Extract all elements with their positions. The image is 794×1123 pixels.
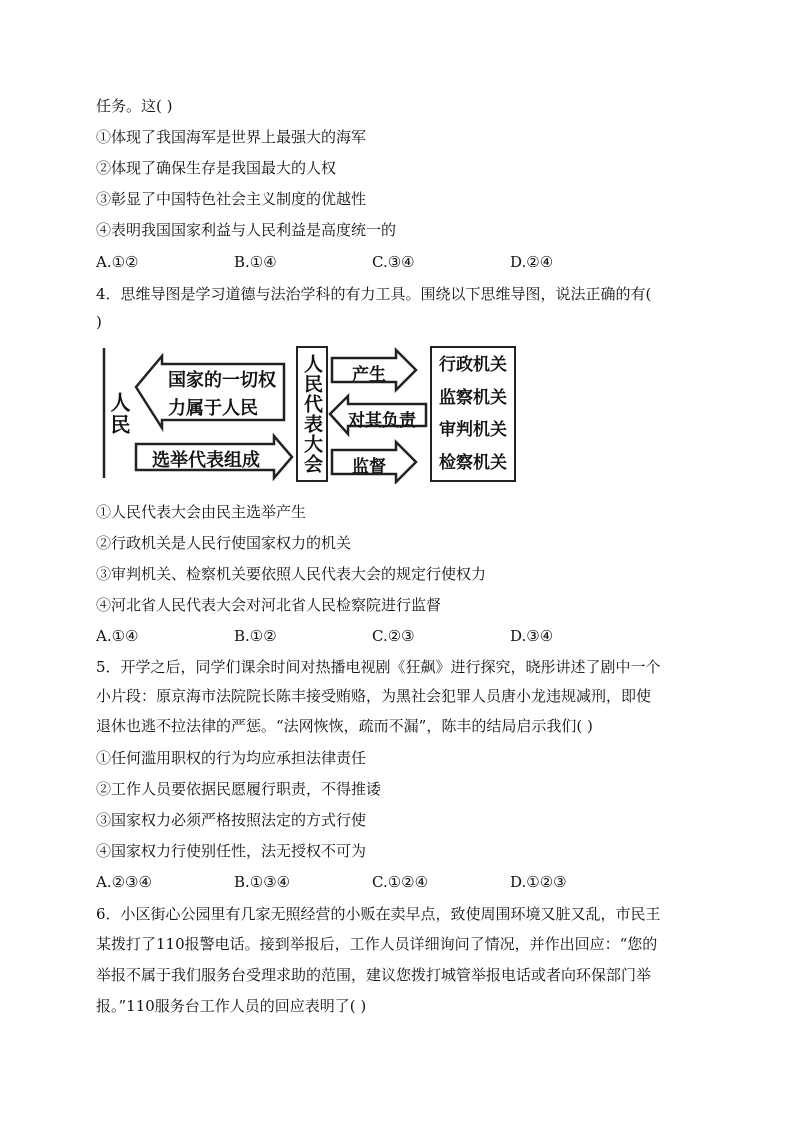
q3-stem-tail: 任务。这( ) (96, 97, 173, 115)
q4-item-3: ③审判机关、检察机关要依照人民代表大会的规定行使权力 (96, 565, 487, 583)
q5-stem-line-3: 退休也逃不拉法律的严惩。“法网恢恢，疏而不漏”，陈丰的结局启示我们( ) (96, 717, 593, 735)
people-label (106, 354, 132, 474)
q4-option-a: A.①④ (96, 627, 139, 645)
q3-option-b: B.①④ (234, 253, 277, 271)
organ-executive: 行政机关 (439, 355, 507, 375)
q5-stem-line-1: 5．开学之后，同学们课余时间对热播电视剧《狂飙》进行探究，晓彤讲述了剧中一个 (96, 658, 661, 676)
q5-item-2: ②工作人员要依据民愿履行职责，不得推诿 (96, 780, 382, 798)
organs-box (430, 346, 516, 482)
q3-item-3: ③彰显了中国特色社会主义制度的优越性 (96, 190, 367, 208)
people-text: 人民 (107, 392, 131, 436)
q5-stem-line-2: 小片段：原京海市法院院长陈丰接受贿赂，为黑社会犯罪人员唐小龙违规减刑，即使 (96, 687, 652, 705)
q3-option-c: C.③④ (372, 253, 415, 271)
q3-option-d: D.②④ (510, 253, 554, 271)
q4-option-c: C.②③ (372, 627, 415, 645)
q4-item-4: ④河北省人民代表大会对河北省人民检察院进行监督 (96, 596, 442, 614)
q6-stem-line-1: 6．小区街心公园里有几家无照经营的小贩在卖早点，致使周围环境又脏又乱，市民王 (96, 905, 661, 923)
q4-stem-line-1: 4．思维导图是学习道德与法治学科的有力工具。围绕以下思维导图，说法正确的有( (96, 285, 652, 303)
q5-option-b: B.①③④ (234, 873, 291, 891)
q3-item-4: ④表明我国国家利益与人民利益是高度统一的 (96, 221, 397, 239)
arrow-supervise-text: 监督 (352, 457, 386, 477)
arrow-left-text-1: 国家的一切权 (168, 370, 276, 391)
q5-option-d: D.①②③ (510, 873, 567, 891)
q5-item-4: ④国家权力行使别任性，法无授权不可为 (96, 842, 367, 860)
q3-item-2: ②体现了确保生存是我国最大的人权 (96, 159, 337, 177)
organ-procuratorial: 检察机关 (439, 452, 507, 473)
q4-option-b: B.①② (234, 627, 277, 645)
q5-item-3: ③国家权力必须严格按照法定的方式行使 (96, 811, 367, 829)
arrow-left-text-2: 力属于人民 (168, 398, 258, 419)
congress-text: 人民代表大会 (301, 354, 323, 474)
organ-supervisory: 监察机关 (439, 387, 507, 408)
q6-stem-line-4: 报。”110服务台工作人员的回应表明了( ) (96, 997, 367, 1015)
q5-option-a: A.②③④ (96, 873, 152, 891)
q3-item-1: ①体现了我国海军是世界上最强大的海军 (96, 128, 367, 146)
q4-item-1: ①人民代表大会由民主选举产生 (96, 503, 307, 521)
organ-judicial: 审判机关 (439, 420, 507, 441)
q5-item-1: ①任何滥用职权的行为均应承担法律责任 (96, 749, 367, 767)
arrow-right-elect-text: 选举代表组成 (152, 450, 260, 471)
q6-stem-line-3: 举报不属于我们服务台受理求助的范围，建议您拨打城管举报电话或者向环保部门举 (96, 966, 652, 984)
q6-stem-line-2: 某拨打了110报警电话。接到举报后，工作人员详细询问了情况，并作出回应：“您的 (96, 935, 658, 953)
arrow-responsible-text: 对其负责 (348, 411, 416, 431)
q5-option-c: C.①②④ (372, 873, 429, 891)
congress-box (296, 346, 328, 482)
q4-item-2: ②行政机关是人民行使国家权力的机关 (96, 534, 352, 552)
q3-option-a: A.①② (96, 253, 139, 271)
mind-map-diagram (96, 342, 516, 484)
q4-option-d: D.③④ (510, 627, 554, 645)
q4-stem-line-2: ) (96, 313, 102, 331)
arrow-produce-text: 产生 (352, 365, 386, 385)
